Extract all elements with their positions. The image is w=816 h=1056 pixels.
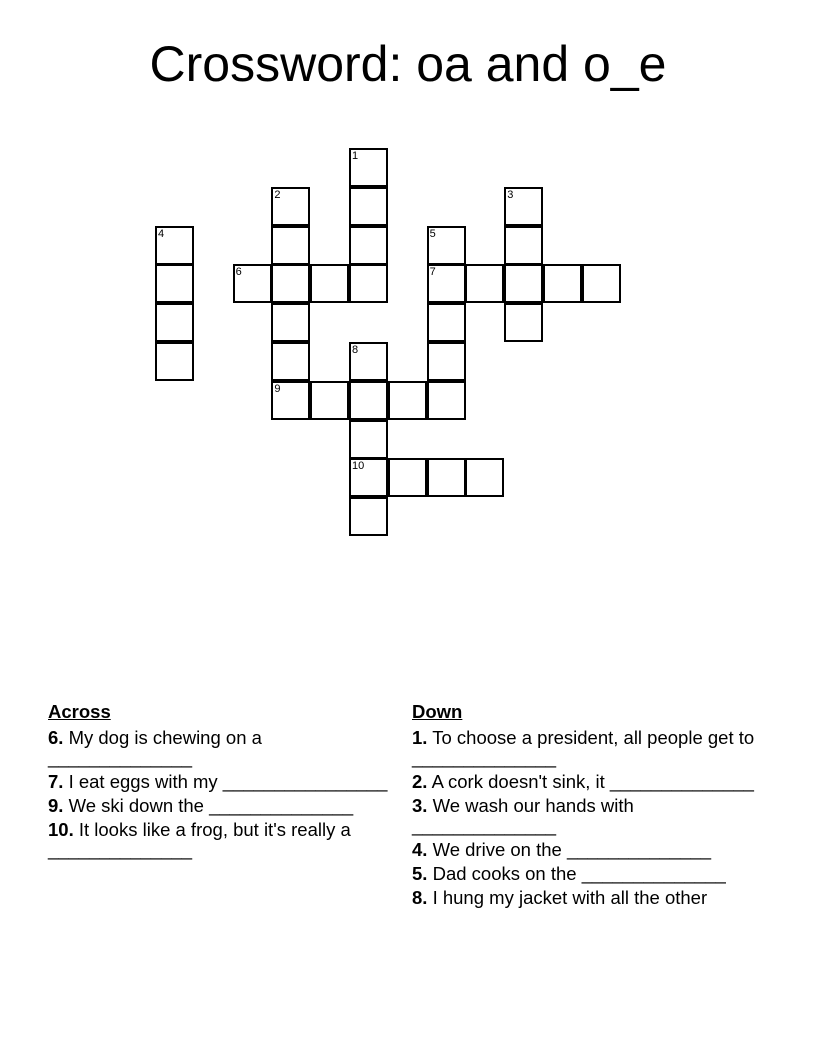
grid-cell[interactable]	[349, 226, 388, 265]
down-heading: Down	[412, 701, 463, 722]
clue-number: 2.	[412, 771, 428, 792]
across-clue	[48, 772, 398, 792]
grid-cell[interactable]	[427, 264, 466, 303]
grid-cell[interactable]	[504, 303, 543, 342]
clue-number: 3.	[412, 795, 428, 816]
clue-text: We wash our hands with ______________	[412, 795, 634, 836]
cell-number: 1	[352, 150, 359, 162]
grid-cell[interactable]	[388, 458, 427, 497]
grid-cell[interactable]	[349, 381, 388, 420]
clue-number: 7.	[48, 771, 64, 792]
cell-number: 2	[274, 188, 281, 201]
grid-cell[interactable]	[427, 381, 466, 420]
across-clue	[48, 796, 398, 816]
grid-cell[interactable]	[427, 303, 466, 342]
cell-number: 9	[274, 382, 281, 395]
grid-cell[interactable]	[504, 264, 543, 303]
clue-text: We drive on the ______________	[432, 839, 711, 860]
clue-number: 10.	[48, 819, 74, 840]
grid-cell[interactable]	[271, 342, 310, 381]
down-clue	[412, 864, 757, 884]
clue-number: 4.	[412, 839, 428, 860]
cell-number: 5	[429, 227, 436, 240]
grid-cell[interactable]	[582, 264, 621, 303]
cell-number: 6	[235, 266, 242, 279]
page-title: Crossword: oa and o_e	[149, 36, 667, 92]
clue-number: 8.	[412, 887, 428, 908]
grid-cell[interactable]	[388, 381, 427, 420]
down-clue	[412, 728, 757, 768]
grid-cell[interactable]	[271, 226, 310, 265]
clue-text: We ski down the ______________	[68, 795, 354, 816]
clue-text: To choose a president, all people get to ______________	[412, 727, 755, 768]
grid-cell[interactable]	[504, 187, 543, 226]
clue-number: 5.	[412, 863, 428, 884]
grid-cell[interactable]	[427, 342, 466, 381]
clue-text: It looks like a frog, but it's really a ______________	[48, 819, 351, 860]
grid-cell[interactable]	[271, 381, 310, 420]
down-clue	[412, 888, 757, 908]
grid-cell[interactable]	[155, 264, 194, 303]
grid-cell[interactable]	[349, 420, 388, 459]
grid-cell[interactable]	[155, 226, 194, 265]
grid-cell[interactable]	[504, 226, 543, 265]
down-clue	[412, 796, 757, 836]
grid-cell[interactable]	[465, 264, 504, 303]
grid-cell[interactable]	[349, 264, 388, 303]
clue-number: 6.	[48, 727, 64, 748]
clue-text: A cork doesn't sink, it ______________	[431, 771, 754, 792]
across-clues	[48, 702, 398, 864]
grid-cell[interactable]	[349, 458, 388, 497]
grid-cell[interactable]	[271, 187, 310, 226]
grid-cell[interactable]	[349, 342, 388, 381]
clue-text: I eat eggs with my ________________	[68, 771, 388, 792]
clue-text: My dog is chewing on a ______________	[48, 727, 262, 768]
grid-cell[interactable]	[155, 303, 194, 342]
grid-cell[interactable]	[310, 264, 349, 303]
cell-number: 3	[507, 188, 514, 201]
grid-cell[interactable]	[349, 497, 388, 536]
grid-cell[interactable]	[271, 264, 310, 303]
clue-text: Dad cooks on the ______________	[432, 863, 726, 884]
grid-cell[interactable]	[349, 148, 388, 187]
grid-cell[interactable]	[233, 264, 272, 303]
across-clue	[48, 728, 398, 768]
grid-cell[interactable]	[349, 187, 388, 226]
cell-number: 8	[352, 344, 359, 356]
across-heading: Across	[48, 701, 111, 722]
grid-cell[interactable]	[271, 303, 310, 342]
cell-number: 7	[429, 266, 436, 279]
clue-number: 1.	[412, 727, 428, 748]
down-clues	[412, 702, 757, 912]
down-clue	[412, 772, 757, 792]
grid-cell[interactable]	[155, 342, 194, 381]
across-clue	[48, 820, 398, 860]
grid-cell[interactable]	[310, 381, 349, 420]
grid-cell[interactable]	[427, 458, 466, 497]
cell-number: 4	[158, 227, 165, 240]
clue-text: I hung my jacket with all the other	[432, 887, 708, 908]
clue-number: 9.	[48, 795, 64, 816]
cell-number: 10	[352, 460, 365, 473]
grid-cell[interactable]	[543, 264, 582, 303]
down-clue	[412, 840, 757, 860]
grid-cell[interactable]	[465, 458, 504, 497]
grid-cell[interactable]	[427, 226, 466, 265]
